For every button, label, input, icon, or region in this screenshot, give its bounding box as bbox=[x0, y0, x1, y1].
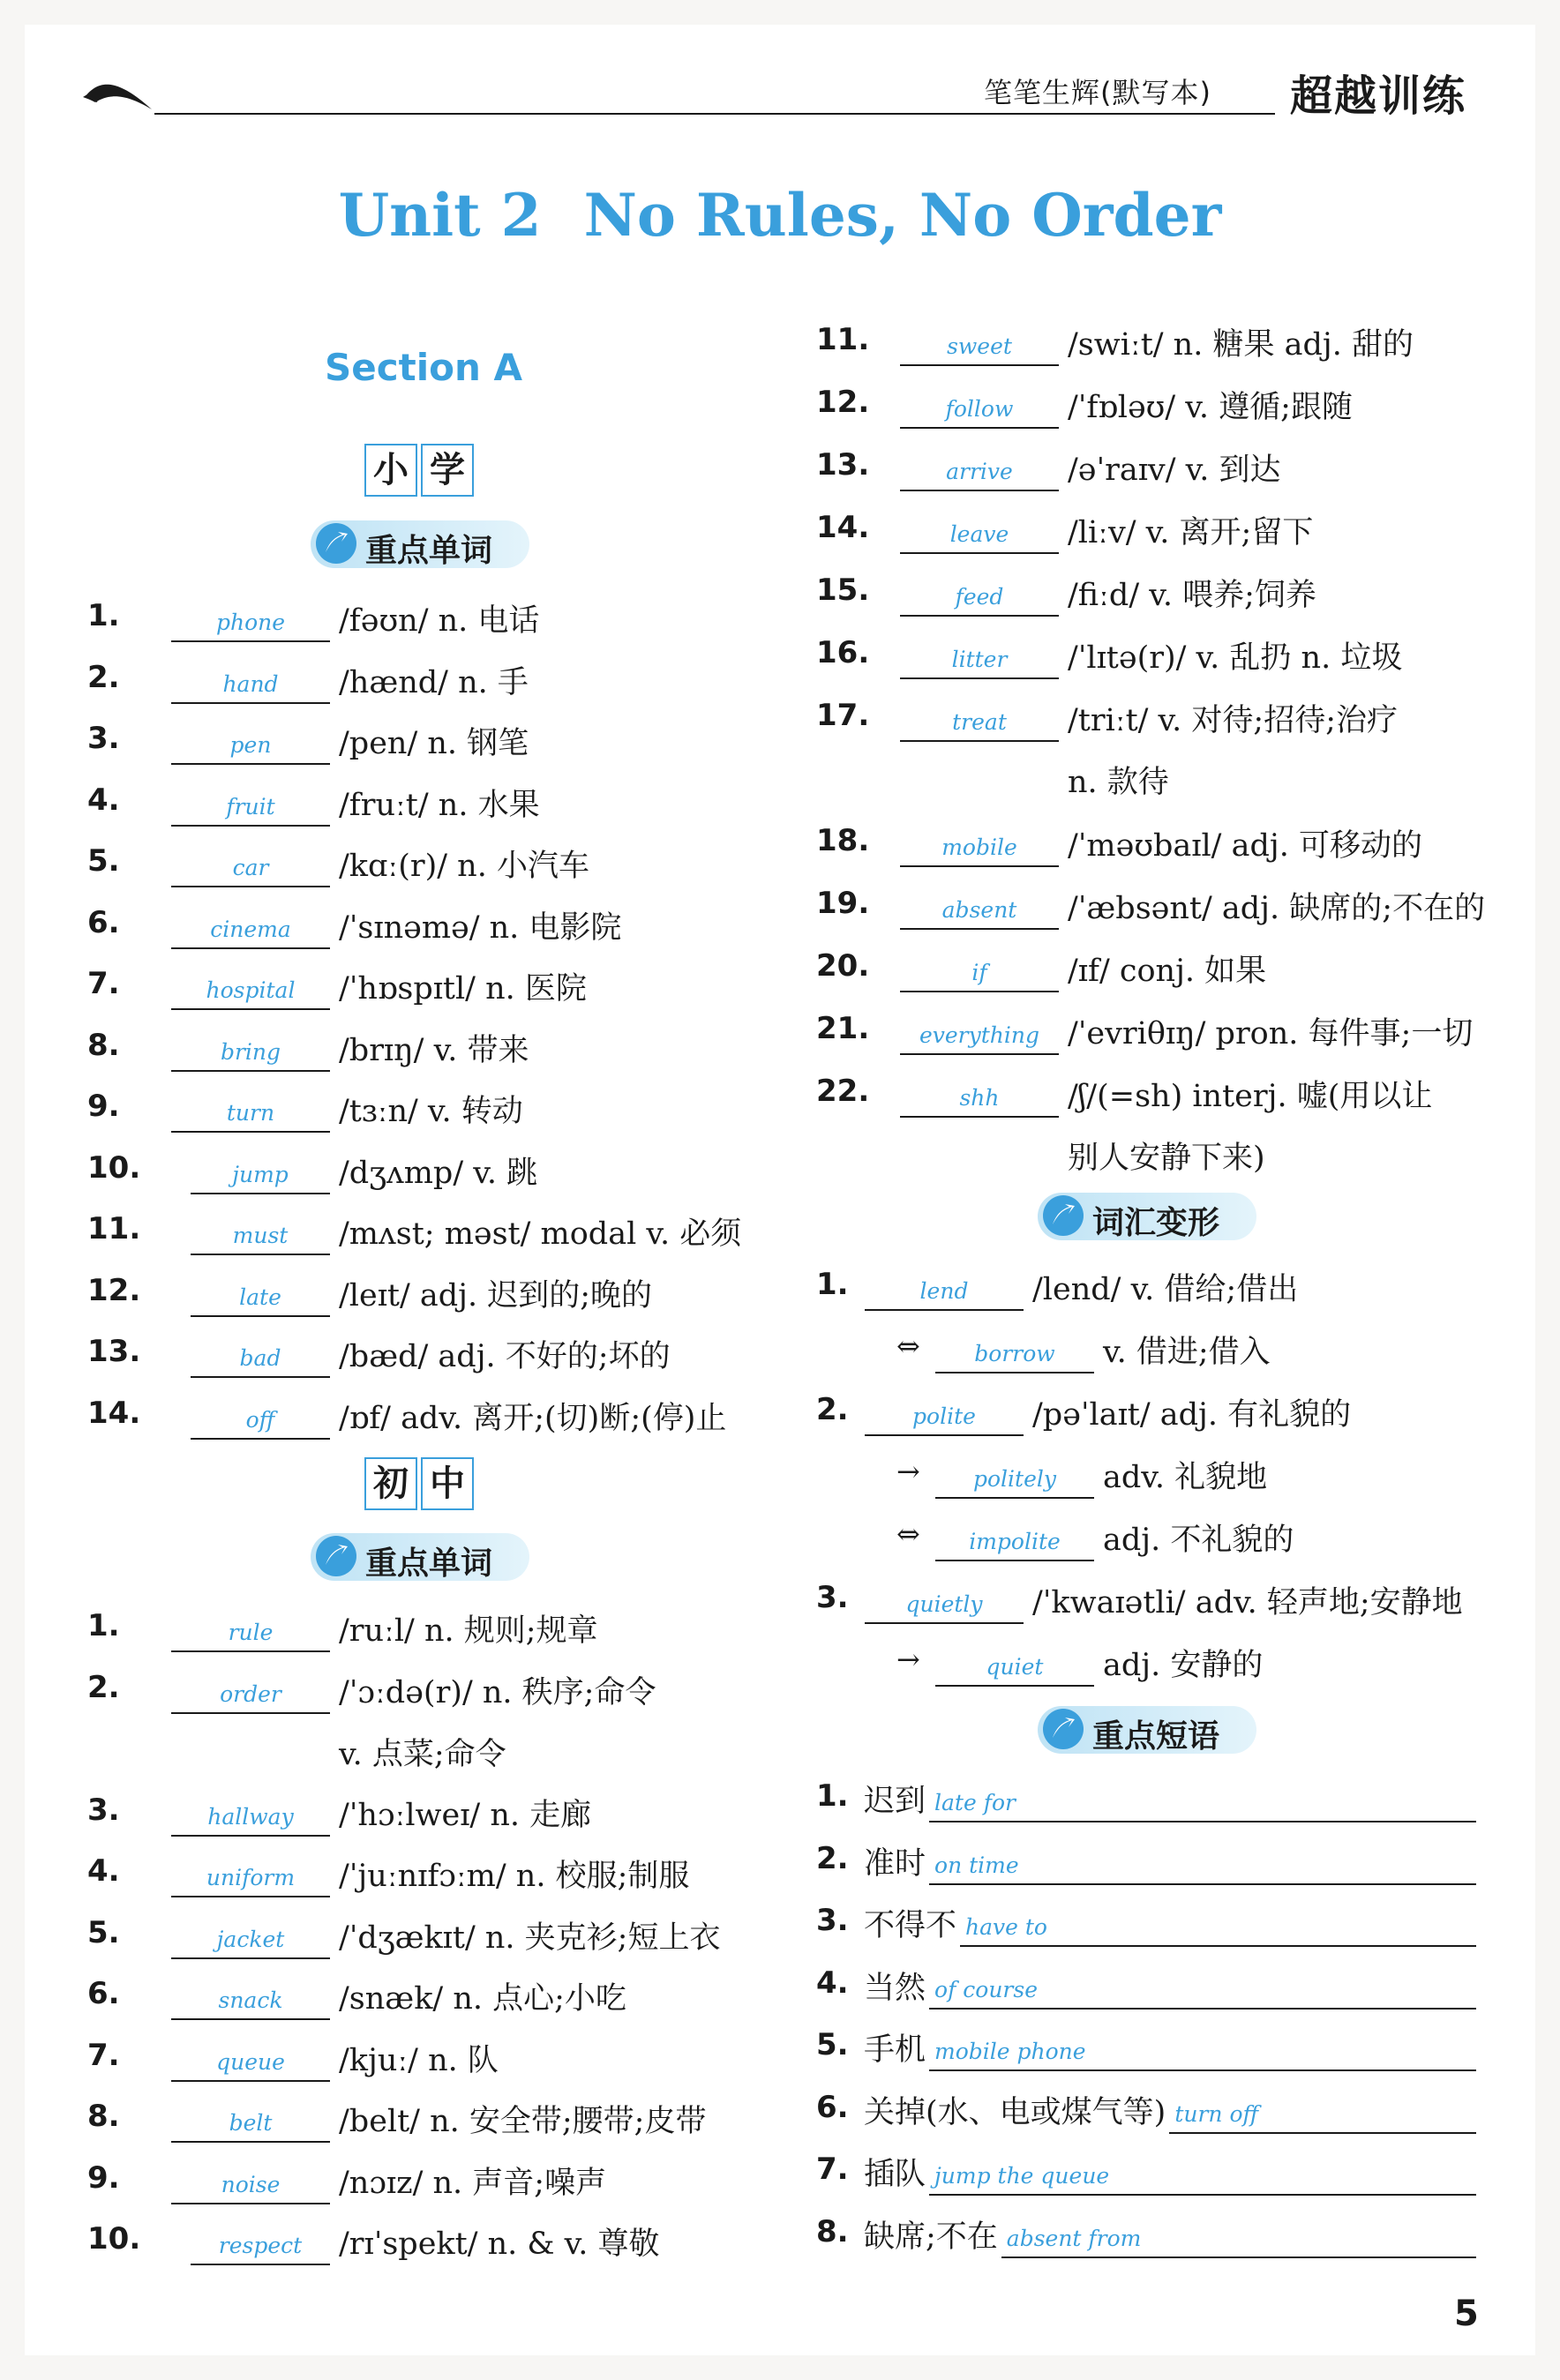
item-number: 14. bbox=[87, 1395, 141, 1431]
answer-blank: hallway bbox=[171, 1785, 330, 1837]
item-number: 1. bbox=[87, 598, 120, 633]
item-number: 15. bbox=[816, 573, 870, 608]
phrase-answer: of course bbox=[934, 1976, 1038, 2002]
phrase-chinese: 不得不 bbox=[864, 1908, 957, 1943]
answer-blank: hand bbox=[171, 653, 330, 704]
answer-blank: off bbox=[191, 1388, 330, 1440]
item-number: 1. bbox=[816, 1267, 849, 1302]
answer-blank: must bbox=[191, 1204, 330, 1255]
section-pill-label: 重点短语 bbox=[1092, 1718, 1220, 1755]
item-number: 11. bbox=[816, 322, 870, 357]
word-definition: /ˈkwaɪətli/ adv. 轻声地;安静地 bbox=[1032, 1585, 1463, 1620]
section-pill bbox=[1038, 1193, 1256, 1240]
word-definition: /tɜːn/ v. 转动 bbox=[339, 1094, 523, 1129]
word-definition: /pen/ n. 钢笔 bbox=[339, 726, 529, 761]
phrase-row bbox=[816, 1896, 1476, 1949]
book-title: 超越训练 bbox=[1290, 71, 1467, 121]
word-definition: /lend/ v. 借给;借出 bbox=[1032, 1272, 1299, 1307]
answer-blank: cinema bbox=[171, 898, 330, 949]
answer-blank: borrow bbox=[935, 1322, 1094, 1373]
phrase-answer: mobile phone bbox=[934, 2039, 1086, 2064]
answer-line bbox=[960, 1896, 1476, 1947]
word-definition: /liːv/ v. 离开;留下 bbox=[1068, 515, 1314, 550]
phrase-chinese: 关掉(水、电或煤气等) bbox=[864, 2094, 1166, 2130]
item-number: 9. bbox=[87, 2159, 120, 2196]
word-definition: /ɪf/ conj. 如果 bbox=[1068, 954, 1267, 989]
item-number: 14. bbox=[816, 510, 870, 545]
arrow-up-right-icon bbox=[316, 1536, 356, 1576]
answer-blank: lend bbox=[865, 1260, 1024, 1311]
answer-blank: order bbox=[171, 1663, 330, 1714]
phrase-row bbox=[816, 2207, 1476, 2260]
item-number: 5. bbox=[816, 2027, 849, 2062]
word-definition: /ˈsɪnəmə/ n. 电影院 bbox=[339, 909, 622, 946]
item-number: 10. bbox=[87, 2221, 141, 2257]
phrase-chinese: 准时 bbox=[864, 1845, 926, 1882]
word-definition: /snæk/ n. 点心;小吃 bbox=[339, 1981, 626, 2017]
arrow-up-right-icon bbox=[1043, 1709, 1084, 1749]
word-definition: /ˈhɒspɪtl/ n. 医院 bbox=[339, 971, 587, 1007]
primary-school-label bbox=[364, 444, 474, 497]
answer-blank: fruit bbox=[171, 775, 330, 827]
answer-line bbox=[929, 1771, 1476, 1822]
item-number: 3. bbox=[816, 1903, 849, 1938]
item-number: 7. bbox=[816, 2152, 849, 2187]
answer-blank: leave bbox=[900, 503, 1059, 554]
word-definition: /nɔɪz/ n. 声音;噪声 bbox=[339, 2165, 607, 2201]
answer-blank: shh bbox=[900, 1067, 1059, 1118]
unit-title bbox=[0, 181, 1560, 250]
answer-blank: politely bbox=[935, 1448, 1094, 1499]
item-number: 13. bbox=[87, 1334, 141, 1369]
answer-blank: car bbox=[171, 836, 330, 887]
item-number: 11. bbox=[87, 1211, 141, 1246]
item-number: 6. bbox=[87, 1976, 120, 2011]
item-number: 4. bbox=[87, 1853, 120, 1889]
answer-blank: late bbox=[191, 1266, 330, 1317]
answer-line bbox=[1001, 2207, 1476, 2258]
answer-blank: uniform bbox=[171, 1846, 330, 1897]
word-definition: /ruːl/ n. 规则;规章 bbox=[339, 1613, 598, 1649]
word-definition: /ˈlɪtə(r)/ v. 乱扔 n. 垃圾 bbox=[1068, 640, 1403, 676]
answer-blank: follow bbox=[900, 378, 1059, 429]
definition-continuation: 别人安静下来) bbox=[1068, 1141, 1265, 1176]
word-definition: /fruːt/ n. 水果 bbox=[339, 787, 540, 823]
junior-school-label bbox=[364, 1457, 474, 1510]
word-definition: /fəʊn/ n. 电话 bbox=[339, 603, 540, 639]
word-definition: /belt/ n. 安全带;腰带;皮带 bbox=[339, 2104, 707, 2139]
item-number: 3. bbox=[816, 1580, 849, 1615]
answer-blank: quiet bbox=[935, 1635, 1094, 1687]
answer-blank: arrive bbox=[900, 440, 1059, 491]
swoosh-arrow-icon bbox=[81, 71, 154, 120]
word-definition: /ˈdʒækɪt/ n. 夹克衫;短上衣 bbox=[339, 1920, 721, 1956]
answer-blank: treat bbox=[900, 691, 1059, 742]
section-title: Section A bbox=[325, 346, 522, 389]
answer-blank: belt bbox=[171, 2092, 330, 2143]
page-number: 5 bbox=[1454, 2294, 1479, 2334]
phrase-row bbox=[816, 2020, 1476, 2073]
item-number: 17. bbox=[816, 698, 870, 733]
answer-line bbox=[929, 2020, 1476, 2071]
item-number: 3. bbox=[87, 721, 120, 756]
word-definition: /əˈraɪv/ v. 到达 bbox=[1068, 453, 1281, 488]
item-number: 2. bbox=[816, 1392, 849, 1427]
phrase-chinese: 迟到 bbox=[864, 1784, 926, 1819]
label-char: 学 bbox=[421, 444, 474, 497]
item-number: 21. bbox=[816, 1011, 870, 1046]
section-pill bbox=[311, 520, 529, 568]
word-definition: adj. 安静的 bbox=[1103, 1648, 1264, 1683]
answer-blank: everything bbox=[900, 1004, 1059, 1055]
section-pill-label: 重点单词 bbox=[365, 1546, 493, 1582]
item-number: 1. bbox=[816, 1778, 849, 1814]
item-number: 8. bbox=[87, 1027, 120, 1063]
answer-line bbox=[929, 2144, 1476, 2196]
answer-blank: quietly bbox=[865, 1573, 1024, 1624]
word-definition: /ˈɔːdə(r)/ n. 秩序;命令 bbox=[339, 1674, 656, 1710]
item-number: 12. bbox=[87, 1272, 141, 1308]
word-definition: /ɒf/ adv. 离开;(切)断;(停)止 bbox=[339, 1400, 727, 1436]
word-definition: /hænd/ n. 手 bbox=[339, 664, 529, 700]
answer-line bbox=[1169, 2083, 1476, 2134]
item-number: 9. bbox=[87, 1089, 120, 1124]
item-number: 4. bbox=[87, 782, 120, 818]
answer-blank: noise bbox=[171, 2153, 330, 2204]
item-number: 3. bbox=[87, 1792, 120, 1828]
answer-line bbox=[929, 1834, 1476, 1885]
answer-blank: queue bbox=[171, 2031, 330, 2082]
item-number: 20. bbox=[816, 948, 870, 984]
section-pill-label: 词汇变形 bbox=[1092, 1205, 1220, 1241]
word-definition: /bæd/ adj. 不好的;坏的 bbox=[339, 1339, 671, 1374]
phrase-answer: on time bbox=[934, 1852, 1019, 1878]
phrase-answer: turn off bbox=[1174, 2100, 1259, 2127]
unit-name: No Rules, No Order bbox=[583, 181, 1222, 250]
phrase-row bbox=[816, 2083, 1476, 2136]
item-number: 12. bbox=[816, 385, 870, 420]
header-rule bbox=[154, 113, 1275, 115]
phrase-answer: have to bbox=[965, 1914, 1047, 1940]
unit-label: Unit 2 bbox=[338, 181, 542, 250]
word-definition: /leɪt/ adj. 迟到的;晚的 bbox=[339, 1277, 653, 1313]
arrow-up-right-icon bbox=[1043, 1195, 1084, 1236]
word-definition: /ˈevriθɪŋ/ pron. 每件事;一切 bbox=[1068, 1016, 1474, 1052]
item-number: 4. bbox=[816, 1965, 849, 2001]
item-number: 19. bbox=[816, 886, 870, 921]
item-number: 16. bbox=[816, 635, 870, 670]
word-definition: /rɪˈspekt/ n. & v. 尊敬 bbox=[339, 2227, 660, 2262]
item-number: 5. bbox=[87, 1914, 120, 1950]
word-definition: v. 借进;借入 bbox=[1103, 1335, 1271, 1370]
answer-blank: litter bbox=[900, 628, 1059, 679]
section-pill-label: 重点单词 bbox=[365, 533, 493, 569]
word-definition: /fiːd/ v. 喂养;饲养 bbox=[1068, 578, 1316, 613]
label-char: 中 bbox=[421, 1457, 474, 1510]
answer-blank: feed bbox=[900, 565, 1059, 617]
phrase-chinese: 插队 bbox=[864, 2157, 926, 2192]
answer-blank: mobile bbox=[900, 816, 1059, 867]
word-definition: /pəˈlaɪt/ adj. 有礼貌的 bbox=[1032, 1397, 1352, 1433]
answer-blank: pen bbox=[171, 714, 330, 765]
answer-blank: impolite bbox=[935, 1510, 1094, 1561]
word-definition: /ˈæbsənt/ adj. 缺席的;不在的 bbox=[1068, 891, 1486, 926]
relation-symbol: → bbox=[896, 1455, 920, 1488]
item-number: 18. bbox=[816, 823, 870, 858]
word-definition: /kɑː(r)/ n. 小汽车 bbox=[339, 849, 589, 884]
item-number: 8. bbox=[87, 2099, 120, 2134]
item-number: 1. bbox=[87, 1608, 120, 1643]
item-number: 10. bbox=[87, 1149, 141, 1186]
word-definition: adj. 不礼貌的 bbox=[1103, 1523, 1294, 1558]
answer-line bbox=[929, 1958, 1476, 2010]
word-definition: /ˈhɔːlweɪ/ n. 走廊 bbox=[339, 1797, 592, 1833]
label-char: 初 bbox=[364, 1457, 417, 1510]
word-definition: /ˈməʊbaɪl/ adj. 可移动的 bbox=[1068, 828, 1422, 864]
section-pill bbox=[1038, 1706, 1256, 1754]
item-number: 2. bbox=[87, 659, 120, 695]
word-definition: /kjuː/ n. 队 bbox=[339, 2042, 499, 2078]
answer-blank: bad bbox=[191, 1327, 330, 1378]
answer-blank: polite bbox=[865, 1385, 1024, 1436]
item-number: 7. bbox=[87, 2037, 120, 2073]
label-char: 小 bbox=[364, 444, 417, 497]
item-number: 22. bbox=[816, 1074, 870, 1109]
word-definition: adv. 礼貌地 bbox=[1103, 1460, 1268, 1495]
phrase-chinese: 手机 bbox=[864, 2032, 926, 2068]
item-number: 2. bbox=[87, 1669, 120, 1705]
section-pill bbox=[311, 1533, 529, 1581]
answer-blank: absent bbox=[900, 879, 1059, 930]
answer-blank: snack bbox=[171, 1969, 330, 2020]
phrase-row bbox=[816, 2144, 1476, 2197]
phrase-row bbox=[816, 1834, 1476, 1887]
phrase-chinese: 当然 bbox=[864, 1970, 926, 2006]
word-definition: /brɪŋ/ v. 带来 bbox=[339, 1032, 529, 1068]
item-number: 8. bbox=[816, 2213, 849, 2249]
answer-blank: turn bbox=[171, 1081, 330, 1133]
relation-symbol: ⇔ bbox=[896, 1329, 920, 1363]
phrase-answer: absent from bbox=[1006, 2225, 1142, 2251]
phrase-answer: late for bbox=[934, 1790, 1016, 1815]
item-number: 5. bbox=[87, 843, 120, 879]
answer-blank: phone bbox=[171, 591, 330, 642]
answer-blank: jacket bbox=[171, 1908, 330, 1959]
word-definition: /swiːt/ n. 糖果 adj. 甜的 bbox=[1068, 327, 1414, 363]
item-number: 2. bbox=[816, 1840, 849, 1876]
definition-continuation: n. 款待 bbox=[1068, 765, 1169, 800]
answer-blank: if bbox=[900, 941, 1059, 992]
book-subtitle: 笔笔生辉(默写本) bbox=[984, 76, 1211, 109]
item-number: 6. bbox=[87, 904, 120, 940]
word-definition: /dʒʌmp/ v. 跳 bbox=[339, 1155, 538, 1191]
word-definition: /ʃ/(=sh) interj. 嘘(用以让 bbox=[1068, 1079, 1433, 1114]
item-number: 6. bbox=[816, 2089, 849, 2125]
word-definition: /ˈjuːnɪfɔːm/ n. 校服;制服 bbox=[339, 1859, 690, 1894]
phrase-answer: jump the queue bbox=[934, 2163, 1110, 2189]
item-number: 13. bbox=[816, 447, 870, 483]
phrase-row bbox=[816, 1958, 1476, 2011]
answer-blank: jump bbox=[191, 1143, 330, 1194]
word-definition: /ˈfɒləʊ/ v. 遵循;跟随 bbox=[1068, 390, 1353, 425]
answer-blank: rule bbox=[171, 1601, 330, 1652]
relation-symbol: ⇔ bbox=[896, 1517, 920, 1551]
answer-blank: sweet bbox=[900, 315, 1059, 366]
phrase-row bbox=[816, 1771, 1476, 1824]
answer-blank: bring bbox=[171, 1021, 330, 1072]
answer-blank: hospital bbox=[171, 959, 330, 1010]
word-definition: /mʌst; məst/ modal v. 必须 bbox=[339, 1216, 742, 1252]
relation-symbol: → bbox=[896, 1643, 920, 1676]
arrow-up-right-icon bbox=[316, 523, 356, 564]
answer-blank: respect bbox=[191, 2214, 330, 2265]
item-number: 7. bbox=[87, 966, 120, 1001]
definition-continuation: v. 点菜;命令 bbox=[339, 1736, 506, 1772]
word-definition: /triːt/ v. 对待;招待;治疗 bbox=[1068, 703, 1399, 738]
phrase-chinese: 缺席;不在 bbox=[864, 2219, 998, 2255]
